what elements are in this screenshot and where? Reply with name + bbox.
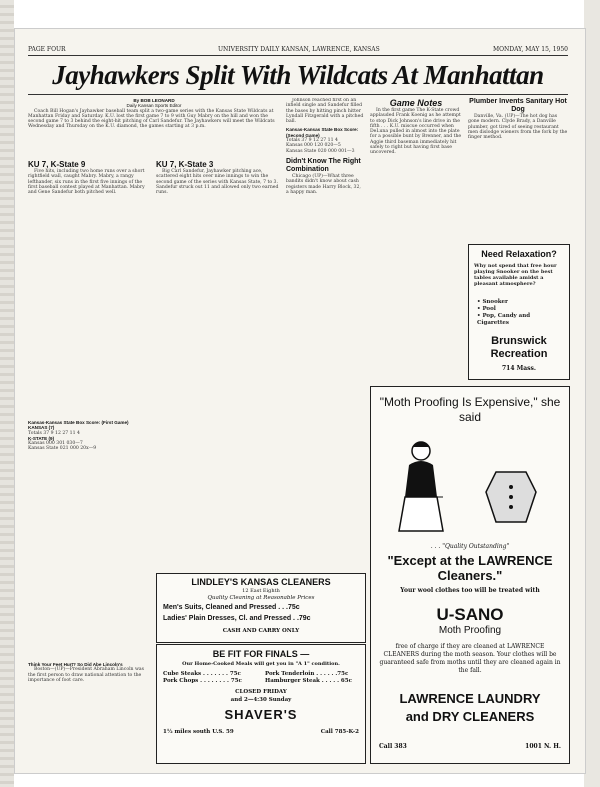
moth-wool: Your wool clothes too will be treated with [400,587,540,594]
lindley-line2: Ladies' Plain Dresses, Cl. and Pressed . .79c [163,615,311,622]
headline-rule [28,94,568,95]
lindley-cash: CASH AND CARRY ONLY [222,628,300,634]
box1-totals: Totals 37 9 12 27 11 4 [28,430,80,436]
coat-illustration-icon [481,467,541,527]
folio-rule [28,55,568,56]
moth-ad [370,386,570,764]
game-notes [370,98,462,388]
lindley-title: LINDLEY'S KANSAS CLEANERS [191,577,331,587]
lindley-tag: Quality Cleaning at Reasonable Prices [207,595,315,601]
game-notes-text: In the first game The K-State crowd applauded Frank Koenig as he attempt to stop Dick Johnson's line drive in the fifth . . . K.U. miscue occurred when DeLuna pulled in almost into the plate for a possible bunt by Brenner, and the Aggie third baseman immediately hit safely to right but having first base uncovered. [370,108,462,156]
lindley-address: 12 East Eighth [242,588,280,594]
lindley-line1: Men's Suits, Cleaned and Pressed . . .75c [163,604,300,611]
menu-item-pork: Pork Chops . . . . . . . . 75c [163,678,242,684]
box2-title: Kansas-Kansas State Box Score: (Second Game) [286,127,359,138]
column-2 [156,160,280,570]
lead-block [28,98,280,160]
shavers-ad [156,644,366,764]
game-notes-title: Game Notes [389,98,443,108]
col2-text: Big Carl Sandefur, Jayhawker pitching ace, scattered eight hits over nine innings to win the second game of the series with Kansas State, 7 to 3. Sandefur struck out 11 and allowed only two earned runs. [156,169,279,196]
shavers-name: SHAVER'S [224,707,298,722]
shavers-call: Call 785-K-2 [320,729,359,735]
relax-bullet-1: • Snooker [477,299,508,305]
box1-title: Kansas-Kansas State Box Score: (First Game) [28,420,129,425]
col1-text: Five hits, including two home runs over a short rightfield wall, caught Mabry. Mabry, a rangy lefthander, six runs in the first five innings of the first baseball contest played at Manhattan. Mabry and Gene Sandefur both pitched well. [28,169,145,196]
moth-brand: U-SANO [436,605,504,624]
night-text: Chicago (UP)—What three bandits didn't know about cash registers made Harry Block, 32, a happy man. [286,173,361,195]
menu-item-hamburger: Hamburger Steak . . . . . 65c [265,678,352,684]
relax-name: Brunswick Recreation [490,335,548,360]
relax-bullet-3: • Pop, Candy and Cigarettes [477,313,531,326]
shavers-closed: CLOSED FRIDAY [235,689,287,695]
shavers-menu-left [163,671,263,685]
main-headline: Jayhawkers Split With Wildcats At Manhattan [52,60,544,90]
moth-quote: . . . "Quality Outstanding" [430,543,510,550]
page-edge [584,0,600,787]
moth-headline: "Moth Proofing Is Expensive," she said [379,395,561,424]
shavers-title: BE FIT FOR FINALS — [212,649,310,659]
box1-line-ku: Kansas 000 301 030—7 [28,441,83,447]
issue-date: MONDAY, MAY 15, 1950 [492,46,568,53]
box2-line-ks: Kansas State 020 000 001—3 [286,148,355,154]
relax-bullets [477,299,563,327]
byline: By BOB LEONARD [133,98,175,103]
box1-team-ks: K-STATE (9) [28,435,55,441]
column-1 [28,160,150,420]
subhead-game1: KU 7, K-State 9 [28,160,86,169]
byline-sub: Daily Kansan Sports Editor [126,103,182,109]
plumber-story [468,98,568,240]
moth-phone: Call 383 [379,743,407,750]
paper-name: UNIVERSITY DAILY KANSAN, LAWRENCE, KANSAS [218,46,380,53]
lincoln-story [28,662,150,762]
box1-team-ku: KANSAS (7) [28,425,55,431]
menu-item-cube: Cube Steaks . . . . . . . 75c [163,671,241,677]
relaxation-ad [468,244,570,380]
moth-except: "Except at the LAWRENCE Cleaners." [387,553,553,583]
box2-line-ku: Kansas 000 120 020—5 [286,143,341,149]
shavers-hours: and 2—4:30 Sunday [230,697,292,703]
moth-free: free of charge if they are cleaned at LAWRENCE CLEANERS during the moth season. Your clothes will be guaranteed safe from moths until they are cleaned again in the fall. [379,643,561,674]
shavers-location: 1½ miles south U.S. 59 [163,729,234,735]
lindley-ad [156,573,366,643]
moth-name1: LAWRENCE LAUNDRY [399,691,541,706]
lincoln-text: Boston—(UP)—President Abraham Lincoln was the first person to draw national attention to the importance of foot care. [28,667,144,683]
lead-paragraph: Coach Bill Hogan's Jayhawker baseball team split a two-game series with the Kansas State Wildcats at Manhattan Friday and Saturday. K.U. lost the first game 7 to 9 with Guy Mabry on the hill and won the second game 7 to 3 behind the eight-hit pitching of Carl Sandefur. The Jayhawkers will meet the Wildcats Wednesday and Thursday on the K.U. diamond, the games starting at 3 p.m. [28,108,275,130]
moth-name2: and DRY CLEANERS [405,709,535,724]
relax-bullet-2: • Pool [477,306,496,312]
shavers-subtitle: Our Home-Cooked Meals will get you in "A 1" condition. [182,661,340,667]
shavers-menu-right [265,671,361,685]
binding-strip [0,0,14,787]
plumber-title: Plumber Invents Sanitary Hot Dog [469,98,567,113]
box2-totals: Totals 37 9 12 27 11 4 [286,138,338,144]
moth-brand-sub: Moth Proofing [438,625,502,636]
box-score-1 [28,420,150,660]
menu-item-tenderloin: Pork Tenderloin . . . . . .75c [265,671,349,677]
woman-illustration-icon [391,435,451,535]
lincoln-title: Think Your Feet Hurt? So Did Abe Lincoln's [28,662,123,667]
relax-title: Need Relaxation? [481,249,557,259]
night-title: Didn't Know The Right Combination [286,157,361,173]
plumber-text: Danville, Va. (UP)—The hot dog has gone modern. Clyde Brady, a Danville plumber, got tired of seeing restaurant men dislodge wieners from the fork by the finger method. [468,114,568,141]
column-3 [286,98,364,573]
box1-line-ks: Kansas State 021 000 20x—9 [28,446,97,452]
subhead-game2: KU 7, K-State 3 [156,160,214,169]
col3-text: Johnson reached first on an infield single and Sandefur filled the bases by hitting pinch hitter Lyndall Fitzgerald with a pitched ball. [286,98,364,125]
moth-address: 1001 N. H. [525,743,561,750]
relax-question: Why not spend that free hour playing Snooker on the best tables available amidst a pleasant atmosphere? [474,263,557,287]
relax-address: 714 Mass. [502,365,536,372]
page-number: PAGE FOUR [28,46,66,53]
